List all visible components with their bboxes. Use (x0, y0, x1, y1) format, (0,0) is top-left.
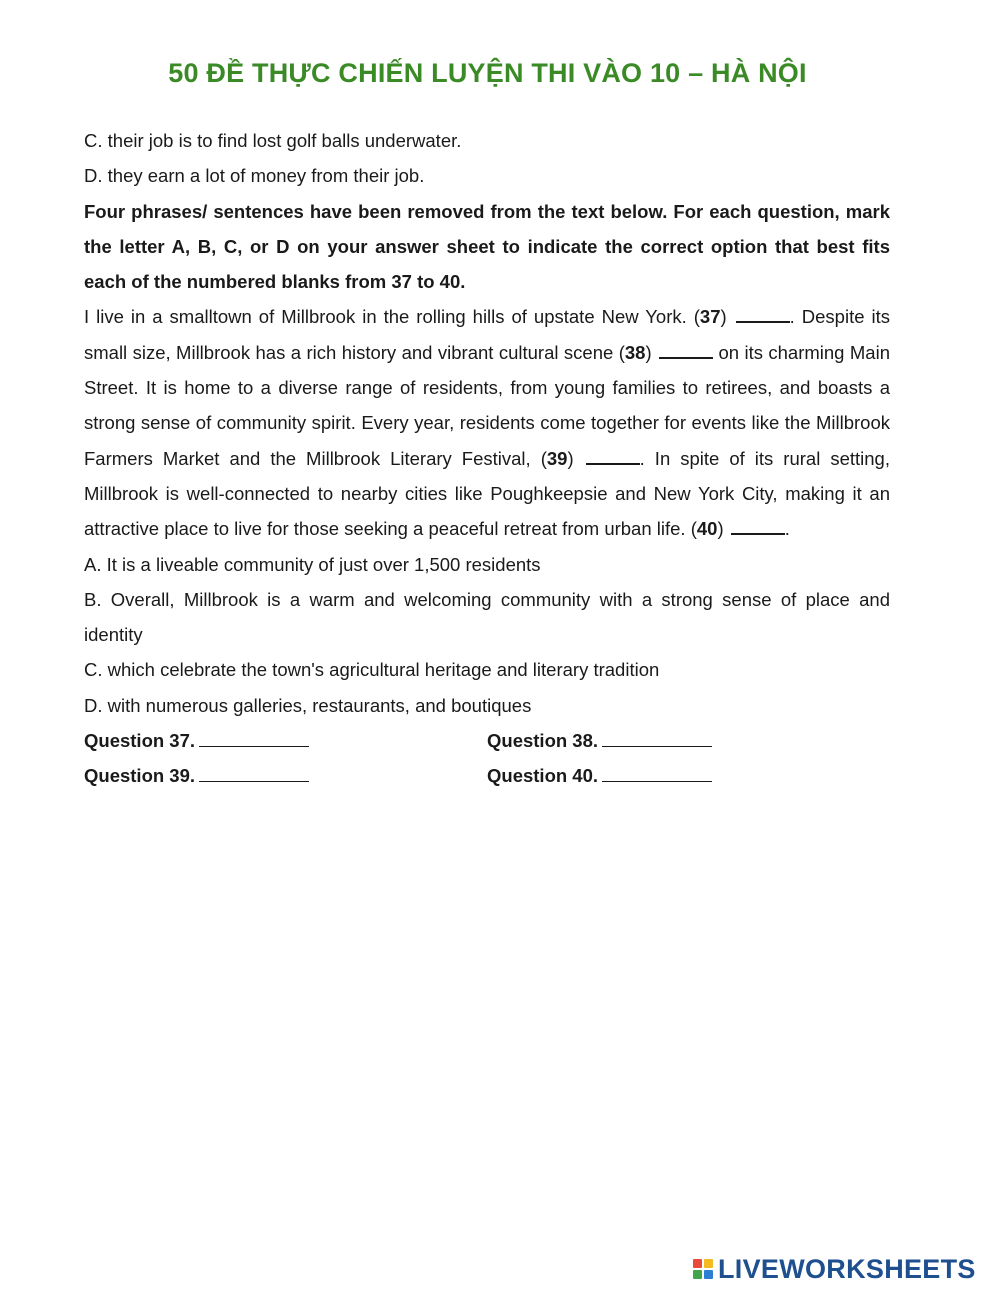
blank-40[interactable] (731, 512, 785, 535)
answer-label-39: Question 39. (84, 765, 196, 787)
answer-label-38: Question 38. (487, 730, 599, 752)
passage-text: . (784, 518, 790, 540)
reading-passage: I live in a smalltown of Millbrook in the rolling hills of upstate New York. (37) . Despite its small size, Millbrook has a rich history and vibrant cultural scene (38) on its charming Main Street. It is home to a diverse range of residents, from young families to retirees, and boasts a strong sense of community spirit. Every year, residents come together for events like the Millbrook Farmers Market and the Millbrook Literary Festival, (39) . In spite of its rural setting, Millbrook is well-connected to nearby cities like Poughkeepsie and New York City, making it an attractive place to live for those seeking a peaceful retreat from urban life. (40) . (84, 299, 890, 546)
previous-option-c: C. their job is to find lost golf balls underwater. (84, 130, 462, 151)
option-d: D. with numerous galleries, restaurants, and boutiques (84, 694, 532, 716)
answer-row (84, 723, 890, 758)
previous-option-d: D. they earn a lot of money from their job. (84, 165, 425, 187)
passage-text: . Despite its small size, Millbrook has a rich history and vibrant cultural scene ( (84, 306, 890, 363)
option-a: A. It is a liveable community of just over 1,500 residents (84, 553, 541, 575)
blank-39[interactable] (586, 442, 640, 465)
answer-input-39[interactable] (199, 761, 309, 782)
blank-37[interactable] (736, 300, 790, 323)
option-b: B. Overall, Millbrook is a warm and welcoming community with a strong sense of place and identity (84, 588, 890, 646)
answer-37 (84, 723, 487, 758)
passage-text: . In spite of its rural setting, Millbrook is well-connected to nearby cities like Poughkeepsie and New York City, making it an attractive place to live for those seeking a peaceful retreat from urban life. ( (84, 447, 890, 540)
answer-label-40: Question 40. (487, 765, 599, 787)
blank-38[interactable] (659, 336, 713, 359)
liveworksheets-logo (693, 1254, 976, 1284)
passage-text: on its charming Main Street. It is home to a diverse range of residents, from young families to retirees, and boasts a strong sense of community spirit. Every year, residents come together for events like the Millbrook Farmers Market and the Millbrook Literary Festival, ( (84, 341, 890, 469)
option-c: C. which celebrate the town's agricultural heritage and literary tradition (84, 659, 660, 681)
logo-text: LIVEWORKSHEETS (718, 1253, 976, 1284)
blank-number-40: 40 (696, 518, 718, 540)
page-title: 50 ĐỀ THỰC CHIẾN LUYỆN THI VÀO 10 – HÀ NỘI (168, 58, 807, 88)
blank-number-38: 38 (624, 341, 646, 363)
blank-number-39: 39 (546, 447, 568, 469)
answer-input-37[interactable] (199, 726, 309, 747)
answer-40 (487, 758, 890, 793)
blank-number-37: 37 (699, 306, 721, 328)
answer-38 (487, 723, 890, 758)
passage-text: I live in a smalltown of Millbrook in the rolling hills of upstate New York. ( (84, 306, 700, 328)
liveworksheets-logo-icon (693, 1259, 713, 1279)
answer-input-40[interactable] (602, 761, 712, 782)
document-body (84, 123, 890, 794)
answer-input-38[interactable] (602, 726, 712, 747)
answer-row (84, 758, 890, 793)
answer-label-37: Question 37. (84, 730, 196, 752)
instructions: Four phrases/ sentences have been removed from the text below. For each question, mark the letter A, B, C, or D on your answer sheet to indicate the correct option that best fits each of the numbered blanks from 37 to 40. (84, 200, 890, 293)
answer-39 (84, 758, 487, 793)
